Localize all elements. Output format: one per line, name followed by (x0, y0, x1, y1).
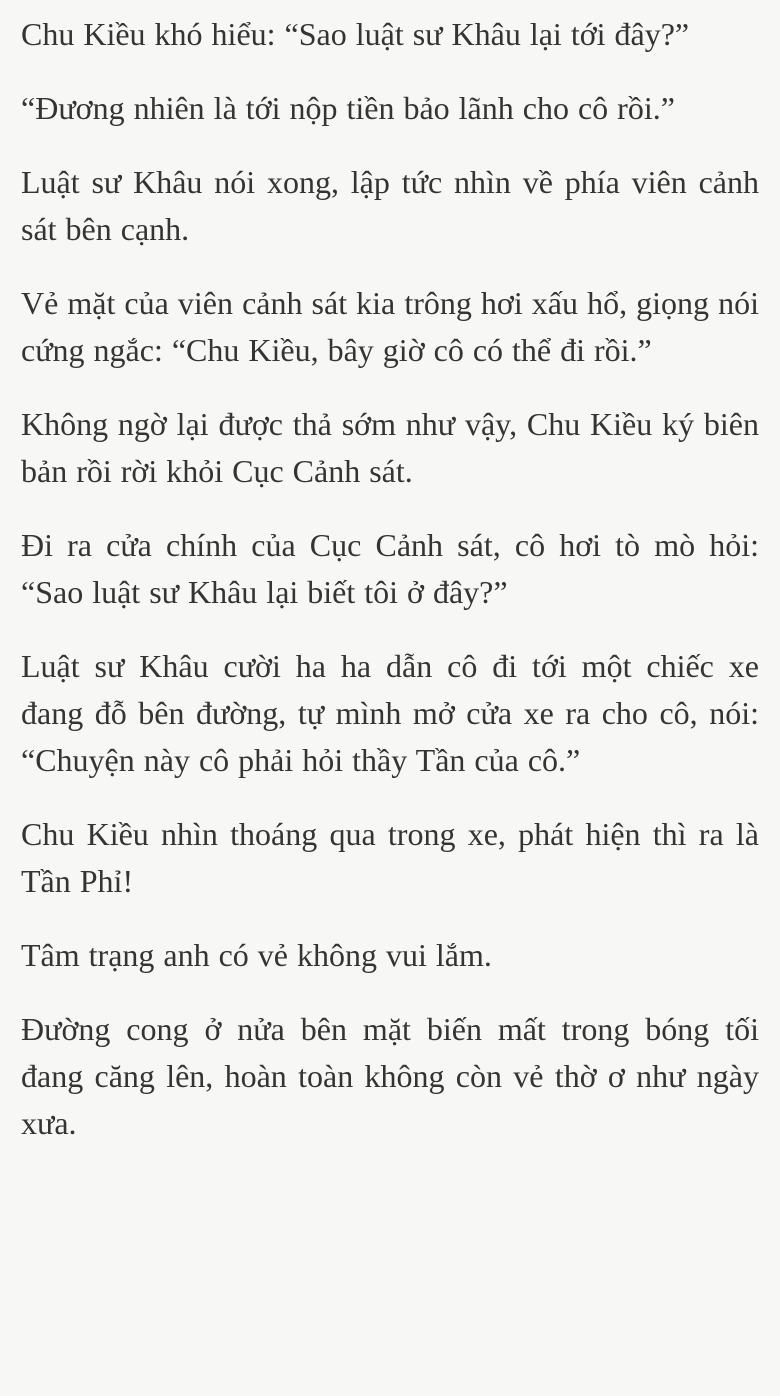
story-paragraph: Không ngờ lại được thả sớm như vậy, Chu Kiều ký biên bản rồi rời khỏi Cục Cảnh sát. (21, 406, 759, 489)
story-paragraph: “Đương nhiên là tới nộp tiền bảo lãnh cho cô rồi.” (21, 90, 675, 126)
story-paragraph: Luật sư Khâu cười ha ha dẫn cô đi tới một chiếc xe đang đỗ bên đường, tự mình mở cửa xe ra cho cô, nói: “Chuyện này cô phải hỏi thầy Tần của cô.” (21, 648, 759, 778)
story-paragraph: Tâm trạng anh có vẻ không vui lắm. (21, 937, 492, 973)
story-paragraph: Đi ra cửa chính của Cục Cảnh sát, cô hơi tò mò hỏi: “Sao luật sư Khâu lại biết tôi ở đây?” (21, 527, 759, 610)
story-paragraph: Đường cong ở nửa bên mặt biến mất trong bóng tối đang căng lên, hoàn toàn không còn vẻ thờ ơ như ngày xưa. (21, 1011, 759, 1141)
story-paragraph: Chu Kiều nhìn thoáng qua trong xe, phát hiện thì ra là Tần Phỉ! (21, 816, 759, 899)
story-paragraph: Vẻ mặt của viên cảnh sát kia trông hơi xấu hổ, giọng nói cứng ngắc: “Chu Kiều, bây giờ cô có thể đi rồi.” (21, 285, 759, 368)
story-paragraph: Chu Kiều khó hiểu: “Sao luật sư Khâu lại tới đây?” (21, 16, 690, 52)
story-paragraph: Luật sư Khâu nói xong, lập tức nhìn về phía viên cảnh sát bên cạnh. (21, 164, 759, 247)
